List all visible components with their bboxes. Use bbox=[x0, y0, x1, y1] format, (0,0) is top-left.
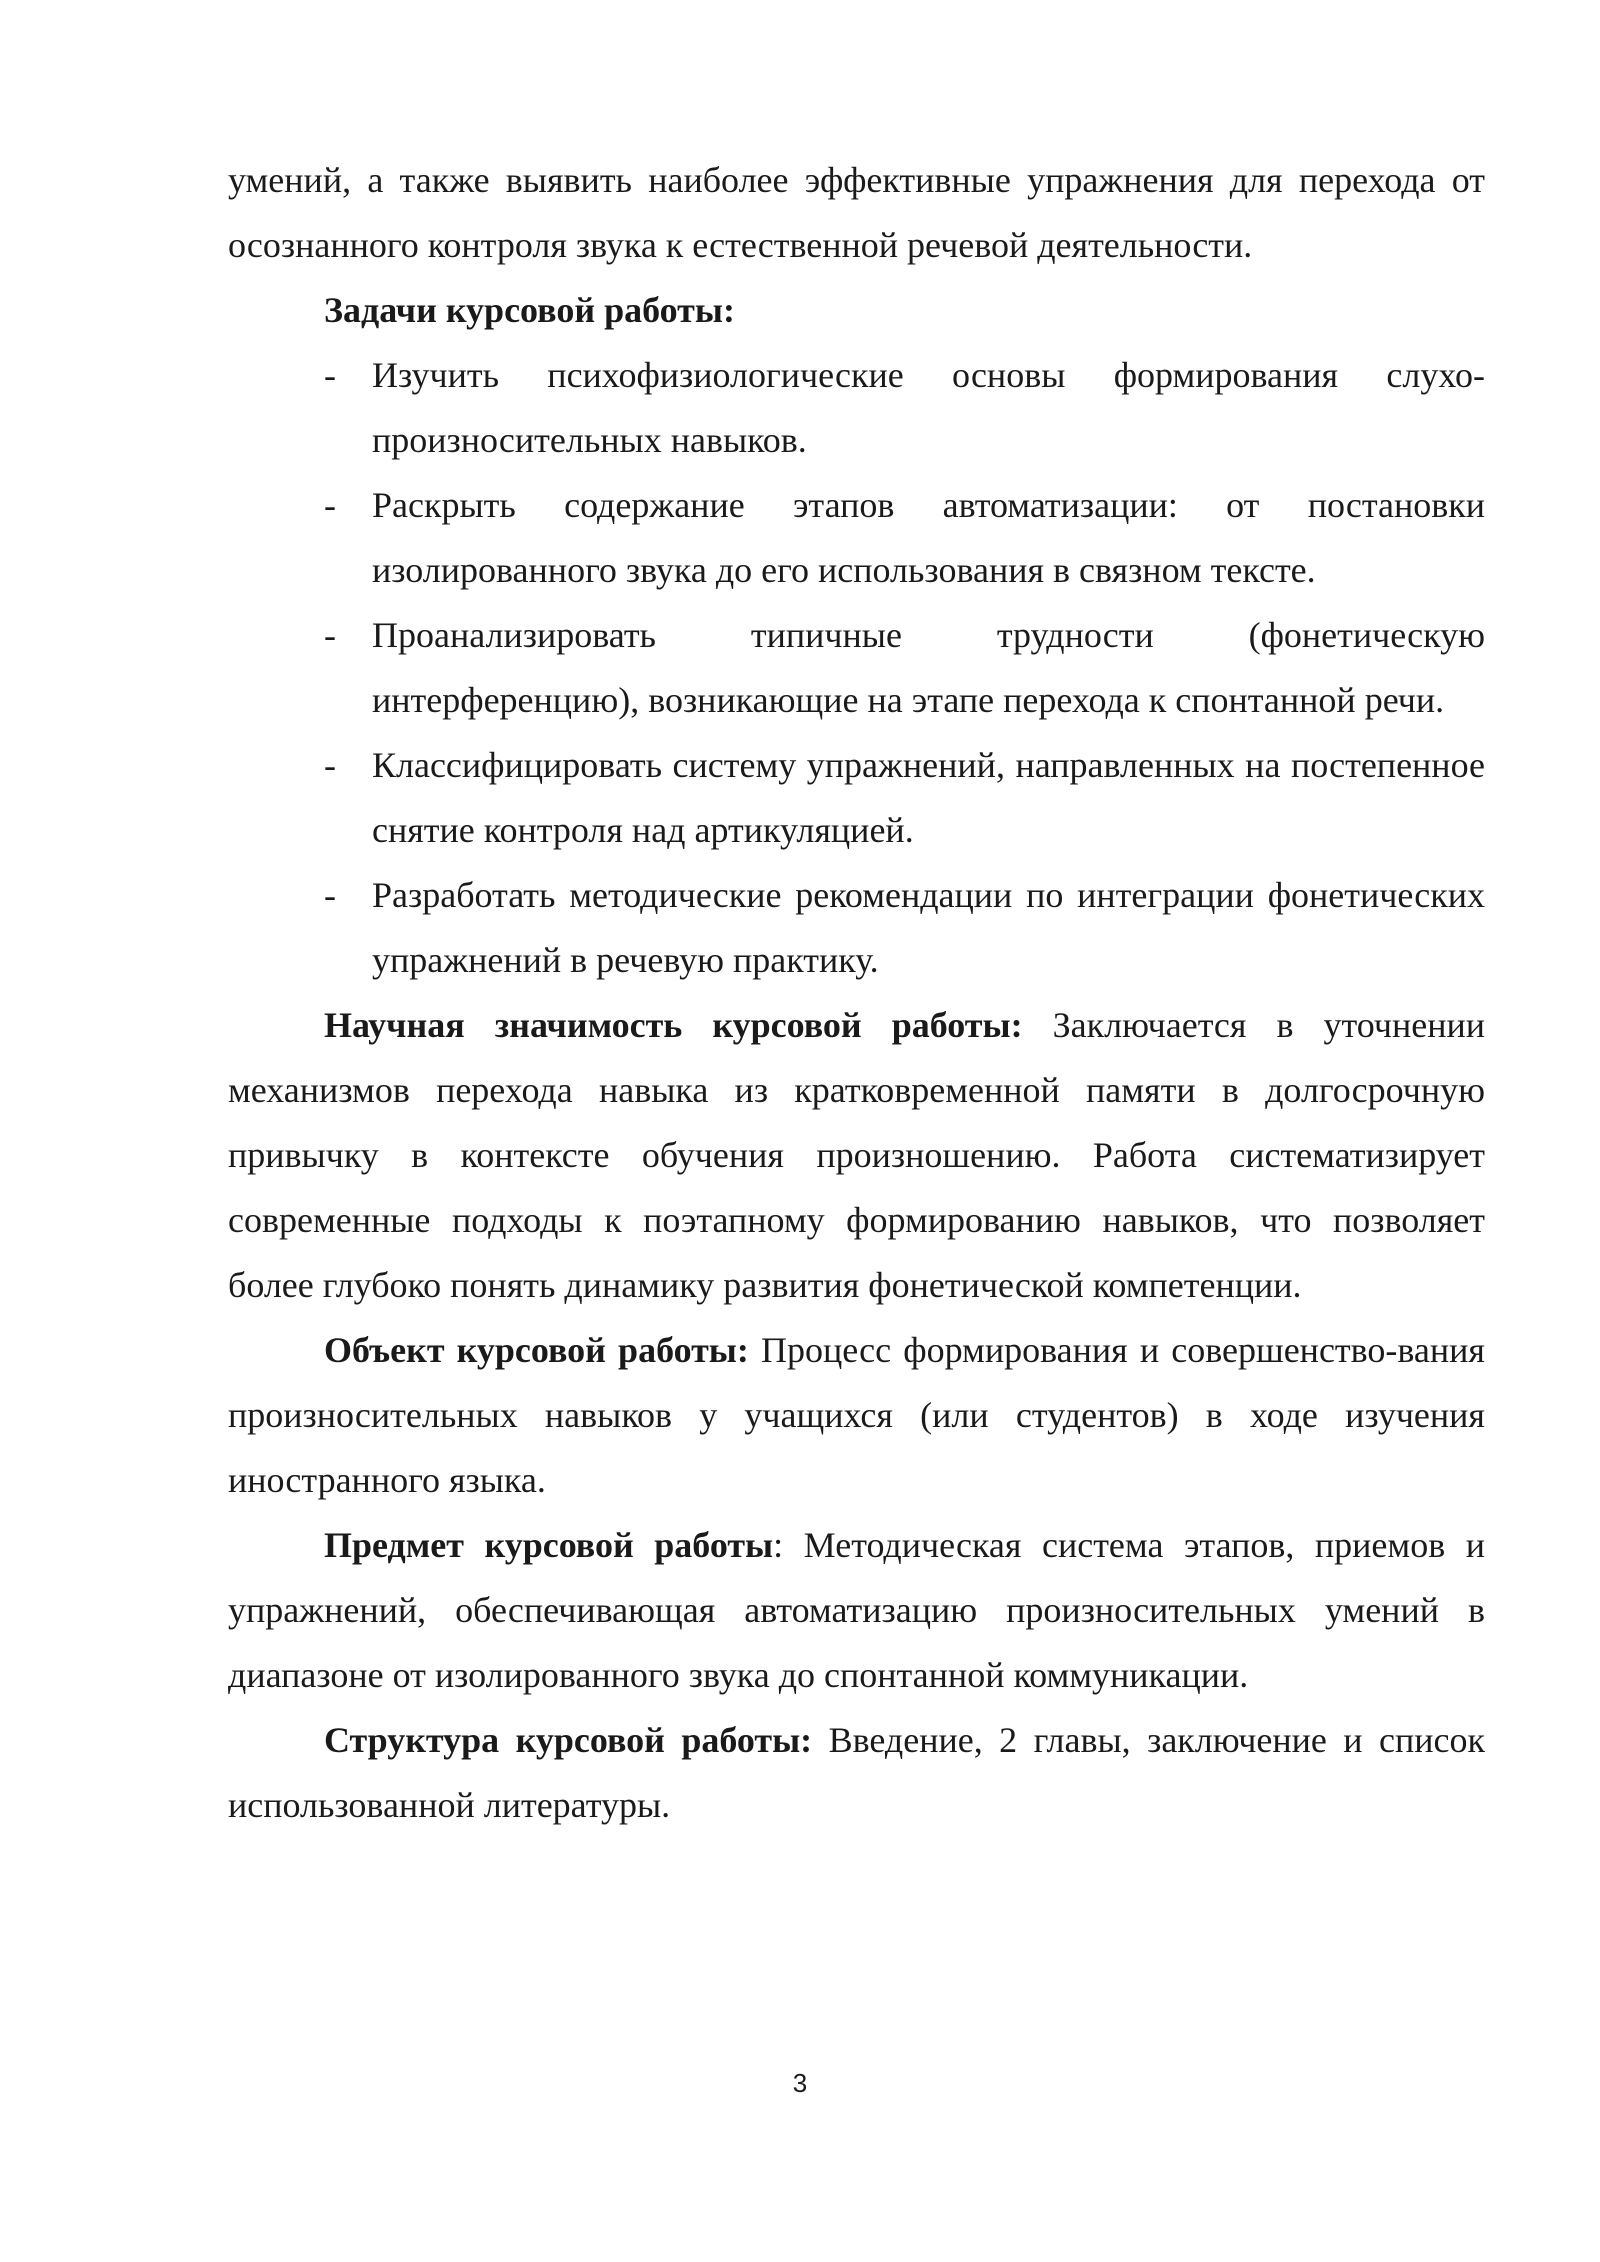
list-item bbox=[228, 473, 1485, 603]
list-dash: - bbox=[324, 615, 336, 655]
page-number: 3 bbox=[792, 2068, 808, 2098]
structure-paragraph bbox=[228, 1708, 1485, 1838]
list-item-text: Классифицировать систему упражнений, направленных на постепенное снятие контроля над артикуляцией. bbox=[372, 745, 1485, 850]
significance-text: Заключается в уточнении механизмов перехода навыка из кратковременной памяти в долгосрочную привычку в контексте обучения произношению. Работа систематизирует современные подходы к поэтапному формированию навыков, что позволяет более глубоко понять динамику развития фонетической компетенции. bbox=[228, 1005, 1485, 1305]
structure-text: Введение, 2 главы, заключение и список использованной литературы. bbox=[228, 1720, 1485, 1825]
intro-continuation-paragraph: умений, а также выявить наиболее эффективные упражнения для перехода от осознанного контроля звука к естественной речевой деятельности. bbox=[228, 160, 1485, 265]
object-paragraph bbox=[228, 1318, 1485, 1513]
structure-label: Структура курсовой работы: bbox=[324, 1720, 813, 1760]
list-item bbox=[228, 733, 1485, 863]
list-dash: - bbox=[324, 745, 336, 785]
significance-paragraph bbox=[228, 993, 1485, 1318]
list-item bbox=[228, 863, 1485, 993]
list-dash: - bbox=[324, 485, 336, 525]
list-dash: - bbox=[324, 355, 336, 395]
subject-text: : Методическая система этапов, приемов и упражнений, обеспечивающая автоматизацию произносительных умений в диапазоне от изолированного звука до спонтанной коммуникации. bbox=[228, 1525, 1485, 1695]
tasks-list bbox=[228, 343, 1485, 993]
object-label: Объект курсовой работы: bbox=[324, 1330, 749, 1370]
list-item-text: Изучить психофизиологические основы формирования слухо-произносительных навыков. bbox=[372, 355, 1485, 460]
list-item-text: Проанализировать типичные трудности (фонетическую интерференцию), возникающие на этапе перехода к спонтанной речи. bbox=[372, 615, 1485, 720]
object-text: Процесс формирования и совершенство-вания произносительных навыков у учащихся (или студентов) в ходе изучения иностранного языка. bbox=[228, 1330, 1485, 1500]
page-body bbox=[228, 148, 1485, 1838]
list-dash: - bbox=[324, 875, 336, 915]
list-item-text: Раскрыть содержание этапов автоматизации: от постановки изолированного звука до его использования в связном тексте. bbox=[372, 485, 1485, 590]
list-item bbox=[228, 603, 1485, 733]
list-item bbox=[228, 343, 1485, 473]
significance-label: Научная значимость курсовой работы: bbox=[324, 1005, 1023, 1045]
list-item-text: Разработать методические рекомендации по интеграции фонетических упражнений в речевую практику. bbox=[372, 875, 1485, 980]
subject-paragraph bbox=[228, 1513, 1485, 1708]
tasks-heading: Задачи курсовой работы: bbox=[324, 290, 735, 330]
subject-label: Предмет курсовой работы bbox=[324, 1525, 774, 1565]
